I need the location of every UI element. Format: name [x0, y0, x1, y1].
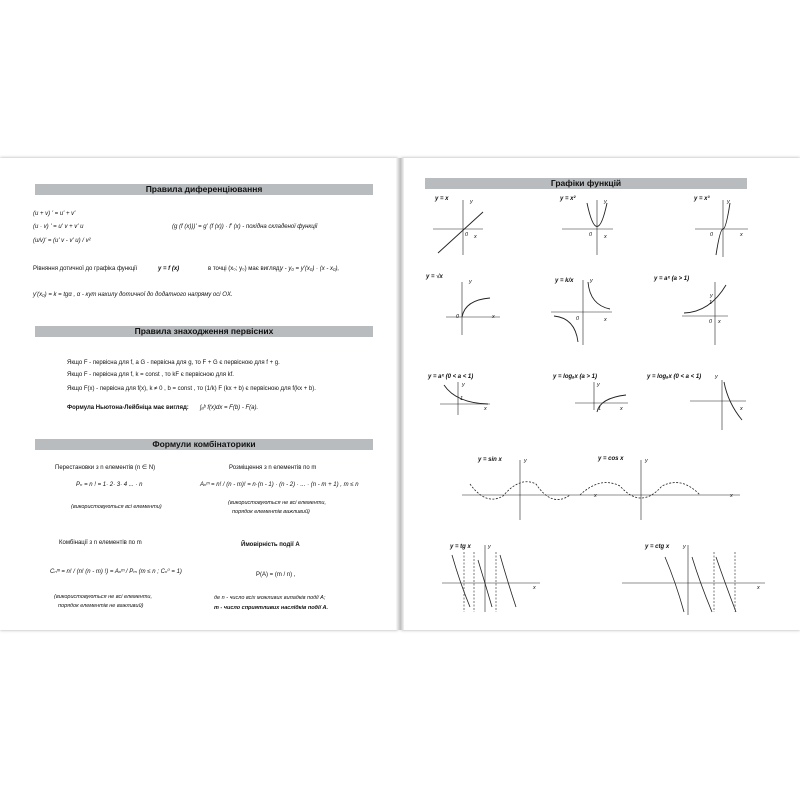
graph-label-log-decay: y = logₐx (0 < a < 1) [647, 374, 702, 380]
graph-label-cos: y = cos x [598, 456, 624, 462]
axis-x-7: x [484, 406, 487, 412]
comb-note-1: (використовуються не всі елементи, [54, 594, 152, 600]
graph-label-cube: y = x³ [694, 196, 710, 202]
prob-note-2: m - число сприятливих наслідків події А. [214, 605, 329, 611]
graph-label-linear: y = x [435, 196, 449, 202]
axis-zero-5: 0 [576, 316, 580, 322]
graph-label-log-growth: y = logₐx (a > 1) [553, 374, 597, 380]
axis-x-4: x [492, 314, 495, 320]
axis-y-4: y [469, 279, 472, 285]
graph-hyperbola [551, 280, 612, 345]
prob-heading: Ймовірність події А [241, 542, 300, 548]
arr-heading: Розміщення з n елементів по m [229, 465, 317, 471]
comb-formula: Cₙᵐ = n! / (n! (n - m) !) = Aₙᵐ / Pₘ (m ≤ n ; Cₙ⁰ = 1) [50, 569, 182, 575]
comb-note-2: порядок елементів не важливий) [58, 603, 144, 609]
diff-chain-rule: (g (f (x)))' = g' (f (x)) · f' (x) - похідна складеної функції [172, 224, 318, 230]
tangent-func: y = f (x) [158, 266, 180, 272]
graph-cube [695, 200, 748, 257]
arr-formula: Aₙᵐ = n! / (n - m)! = n·(n - 1) · (n - 2) · ... · (n - m + 1) , m ≤ n [200, 482, 359, 488]
newton-leibniz-lead: Формула Ньютона-Лейбніца має вигляд: [67, 405, 189, 411]
graph-label-hyperbola: y = k/x [555, 278, 574, 284]
antideriv-header: Правила знаходження первісних [35, 326, 373, 337]
comb-heading: Комбінації з n елементів по m [59, 540, 142, 546]
axis-y-5: y [590, 278, 593, 284]
axis-y-8: y [597, 382, 600, 388]
axis-x-sin: x [594, 493, 597, 499]
axis-x-5: x [604, 317, 607, 323]
antideriv-rule-3: Якщо F(x) - первісна для f(x), k ≠ 0 , b = const , то (1/k) F (kx + b) є первісною для f(kx + b). [67, 386, 316, 392]
graph-label-exp-decay: y = aˣ (0 < a < 1) [428, 374, 474, 380]
tangent-mid: в точці (x₀; y₀) має вигляд: [208, 266, 281, 272]
axis-x-2: x [604, 234, 607, 240]
axis-one-7: 1 [460, 396, 464, 402]
graph-ctg [622, 545, 765, 615]
arr-note-2: порядок елементів важливий) [232, 509, 310, 515]
axis-x-ctg: x [757, 585, 760, 591]
axis-y-1: y [470, 199, 473, 205]
axis-zero-3: 0 [710, 232, 714, 238]
prob-note-1: де n - число всіх можливих випадків події А; [214, 595, 326, 601]
graph-label-ctg: y = ctg x [645, 544, 670, 550]
axis-y-sin: y [524, 458, 527, 464]
axis-one-6: 1 [709, 300, 713, 306]
axis-x-1: x [474, 234, 477, 240]
graph-exp-growth [682, 282, 728, 345]
graph-tg [442, 545, 540, 612]
axis-y-3: y [727, 199, 730, 205]
graphs-header: Графіки функцій [425, 178, 747, 189]
graph-linear [433, 200, 483, 255]
graph-log-decay [690, 380, 746, 430]
axis-x-9: x [740, 406, 743, 412]
diff-quotient-rule: (u/v)' = (u' v - v' u) / v² [33, 238, 91, 244]
diff-product-rule: (u · v) ' = u' v + v' u [33, 224, 84, 230]
axis-x-cos: x [730, 493, 733, 499]
axis-y-6: y [710, 293, 713, 299]
antideriv-rule-1: Якщо F - первісна для f, а G - первісна для g, то F + G є первісною для f + g. [67, 360, 280, 366]
axis-y-7: y [462, 382, 465, 388]
graph-sin-cos [462, 460, 740, 520]
axis-zero-4: 0 [456, 314, 460, 320]
graph-label-sqrt: y = √x [426, 274, 443, 280]
diff-sum-rule: (u + v) ' = u' + v' [33, 211, 76, 217]
tangent-equation: y - y₀ = y'(x₀) · (x - x₀), [280, 266, 340, 272]
graph-label-sin: y = sin x [478, 457, 502, 463]
perm-note: (використовуються всі елементи) [71, 504, 162, 510]
comb-header: Формули комбінаторики [35, 439, 373, 450]
prob-formula: P(A) = (m / n) , [256, 572, 296, 578]
axis-zero-6: 0 [709, 319, 713, 325]
graph-square [562, 200, 613, 255]
axis-x-8: x [620, 406, 623, 412]
axis-y-9: y [715, 374, 718, 380]
axis-y-cos: y [645, 458, 648, 464]
antideriv-rule-2: Якщо F - первісна для f, k = const , то kF є первісною для kf. [67, 372, 234, 378]
diff-header: Правила диференціювання [35, 184, 373, 195]
graph-sqrt [446, 282, 500, 335]
tangent-lead: Рівняння дотичної до графіка функції [33, 266, 138, 272]
axis-x-tg: x [533, 585, 536, 591]
tangent-slope: y'(x₀) = k = tgα , α - кут нахилу дотичної до додатного напряму осі OX. [33, 292, 233, 298]
graph-label-tg: y = tg x [450, 544, 471, 550]
arr-note-1: (використовуються не всі елементи, [228, 500, 326, 506]
axis-y-ctg: y [683, 544, 686, 550]
axis-zero-1: 0 [465, 232, 469, 238]
axis-x-3: x [740, 232, 743, 238]
graph-label-exp-growth: y = aˣ (a > 1) [654, 276, 690, 282]
axis-zero-2: 0 [589, 232, 593, 238]
axis-x-6: x [718, 319, 721, 325]
graph-exp-decay [440, 382, 490, 415]
axis-y-2: y [604, 199, 607, 205]
perm-heading: Перестановки з n елементів (n ∈ N) [55, 465, 156, 471]
perm-formula: Pₙ = n ! = 1· 2· 3· 4 ... · n [76, 482, 143, 488]
newton-leibniz-formula: ∫ₐᵇ f(x)dx = F(b) - F(a). [200, 405, 259, 411]
graph-label-square: y = x² [560, 196, 576, 202]
axis-one-8: 1 [598, 406, 602, 412]
axis-y-tg: y [488, 544, 491, 550]
